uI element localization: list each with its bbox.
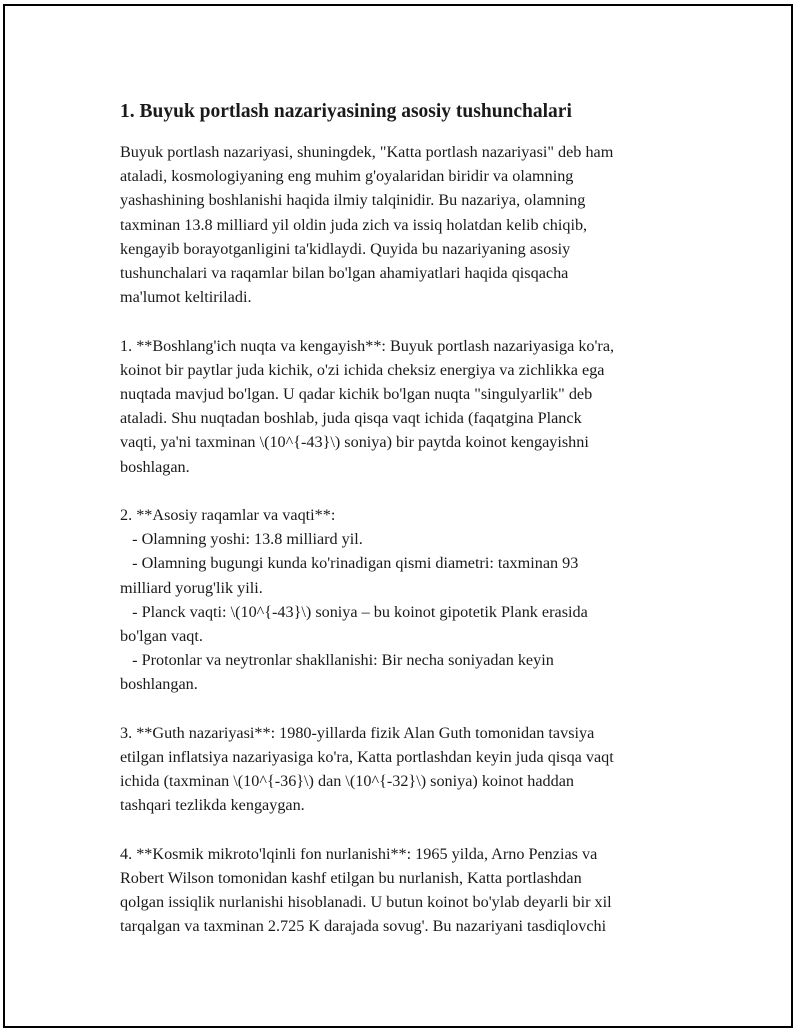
paragraph-line: tarqalgan va taxminan 2.725 K darajada sovug'. Bu nazariyani tasdiqlovchi (120, 917, 607, 936)
paragraph-line: nuqtada mavjud bo'lgan. U qadar kichik bo'lgan nuqta "singulyarlik" deb (120, 385, 593, 404)
paragraph-line: ataladi, kosmologiyaning eng muhim g'oyalaridan biridir va olamning (120, 167, 574, 186)
paragraph-line: qolgan issiqlik nurlanishi hisoblanadi. U butun koinot bo'ylab deyarli bir xil (120, 893, 612, 912)
paragraph-line: boshlagan. (120, 457, 190, 476)
paragraph (120, 842, 700, 939)
paragraph-line: Buyuk portlash nazariyasi, shuningdek, "Katta portlash nazariyasi" deb ham (120, 143, 614, 161)
paragraph-line: etilgan inflatsiya nazariyasiga ko'ra, Katta portlashdan keyin juda qisqa vaqt (120, 748, 614, 767)
paragraph-line: tashqari tezlikda kengaygan. (120, 796, 305, 815)
document-body (120, 140, 700, 939)
paragraph-line: ichida (taxminan \(10^{-36}\) dan \(10^{-32}\) soniya) koinot haddan (120, 772, 575, 791)
paragraph-line: kengayib borayotganligini ta'kidlaydi. Quyida bu nazariyaning asosiy (120, 239, 571, 258)
paragraph-line: milliard yorug'lik yili. (120, 578, 263, 597)
paragraph-line: - Protonlar va neytronlar shakllanishi: Bir necha soniyadan keyin (120, 651, 554, 670)
paragraph (120, 140, 700, 309)
paragraph-line: yashashining boshlanishi haqida ilmiy talqinidir. Bu nazariya, olamning (120, 191, 586, 210)
paragraph-line: bo'lgan vaqt. (120, 627, 203, 646)
paragraph-gap (120, 479, 700, 503)
document-content (120, 98, 700, 939)
paragraph-line: 4. **Kosmik mikroto'lqinli fon nurlanishi**: 1965 yilda, Arno Penzias va (120, 844, 598, 863)
paragraph-line: vaqti, ya'ni taxminan \(10^{-43}\) soniya) bir paytda koinot kengayishni (120, 433, 589, 452)
paragraph-line: 1. **Boshlang'ich nuqta va kengayish**: Buyuk portlash nazariyasiga ko'ra, (120, 336, 615, 355)
paragraph-gap (120, 309, 700, 333)
paragraph-line: ataladi. Shu nuqtadan boshlab, juda qisqa vaqt ichida (faqatgina Planck (120, 409, 582, 428)
paragraph-line: ma'lumot keltiriladi. (120, 288, 252, 307)
paragraph-line: - Olamning bugungi kunda ko'rinadigan qismi diametri: taxminan 93 (120, 554, 579, 573)
paragraph-line: koinot bir paytlar juda kichik, o'zi ichida cheksiz energiya va zichlikka ega (120, 360, 605, 379)
paragraph-gap (120, 697, 700, 721)
paragraph-line: - Olamning yoshi: 13.8 milliard yil. (120, 530, 363, 549)
paragraph-line: boshlangan. (120, 675, 198, 694)
paragraph-gap (120, 818, 700, 842)
paragraph-line: Robert Wilson tomonidan kashf etilgan bu nurlanish, Katta portlashdan (120, 869, 582, 888)
document-page (3, 4, 793, 1028)
paragraph-line: - Planck vaqti: \(10^{-43}\) soniya – bu koinot gipotetik Plank erasida (120, 602, 588, 621)
paragraph (120, 503, 700, 697)
paragraph (120, 334, 700, 479)
paragraph (120, 721, 700, 818)
paragraph-line: 2. **Asosiy raqamlar va vaqti**: (120, 506, 336, 525)
section-title: 1. Buyuk portlash nazariyasining asosiy tushunchalari (120, 101, 572, 122)
paragraph-line: tushunchalari va raqamlar bilan bo'lgan ahamiyatlari haqida qisqacha (120, 264, 569, 283)
paragraph-line: 3. **Guth nazariyasi**: 1980-yillarda fizik Alan Guth tomonidan tavsiya (120, 723, 595, 742)
paragraph-line: taxminan 13.8 milliard yil oldin juda zich va issiq holatdan kelib chiqib, (120, 215, 588, 234)
